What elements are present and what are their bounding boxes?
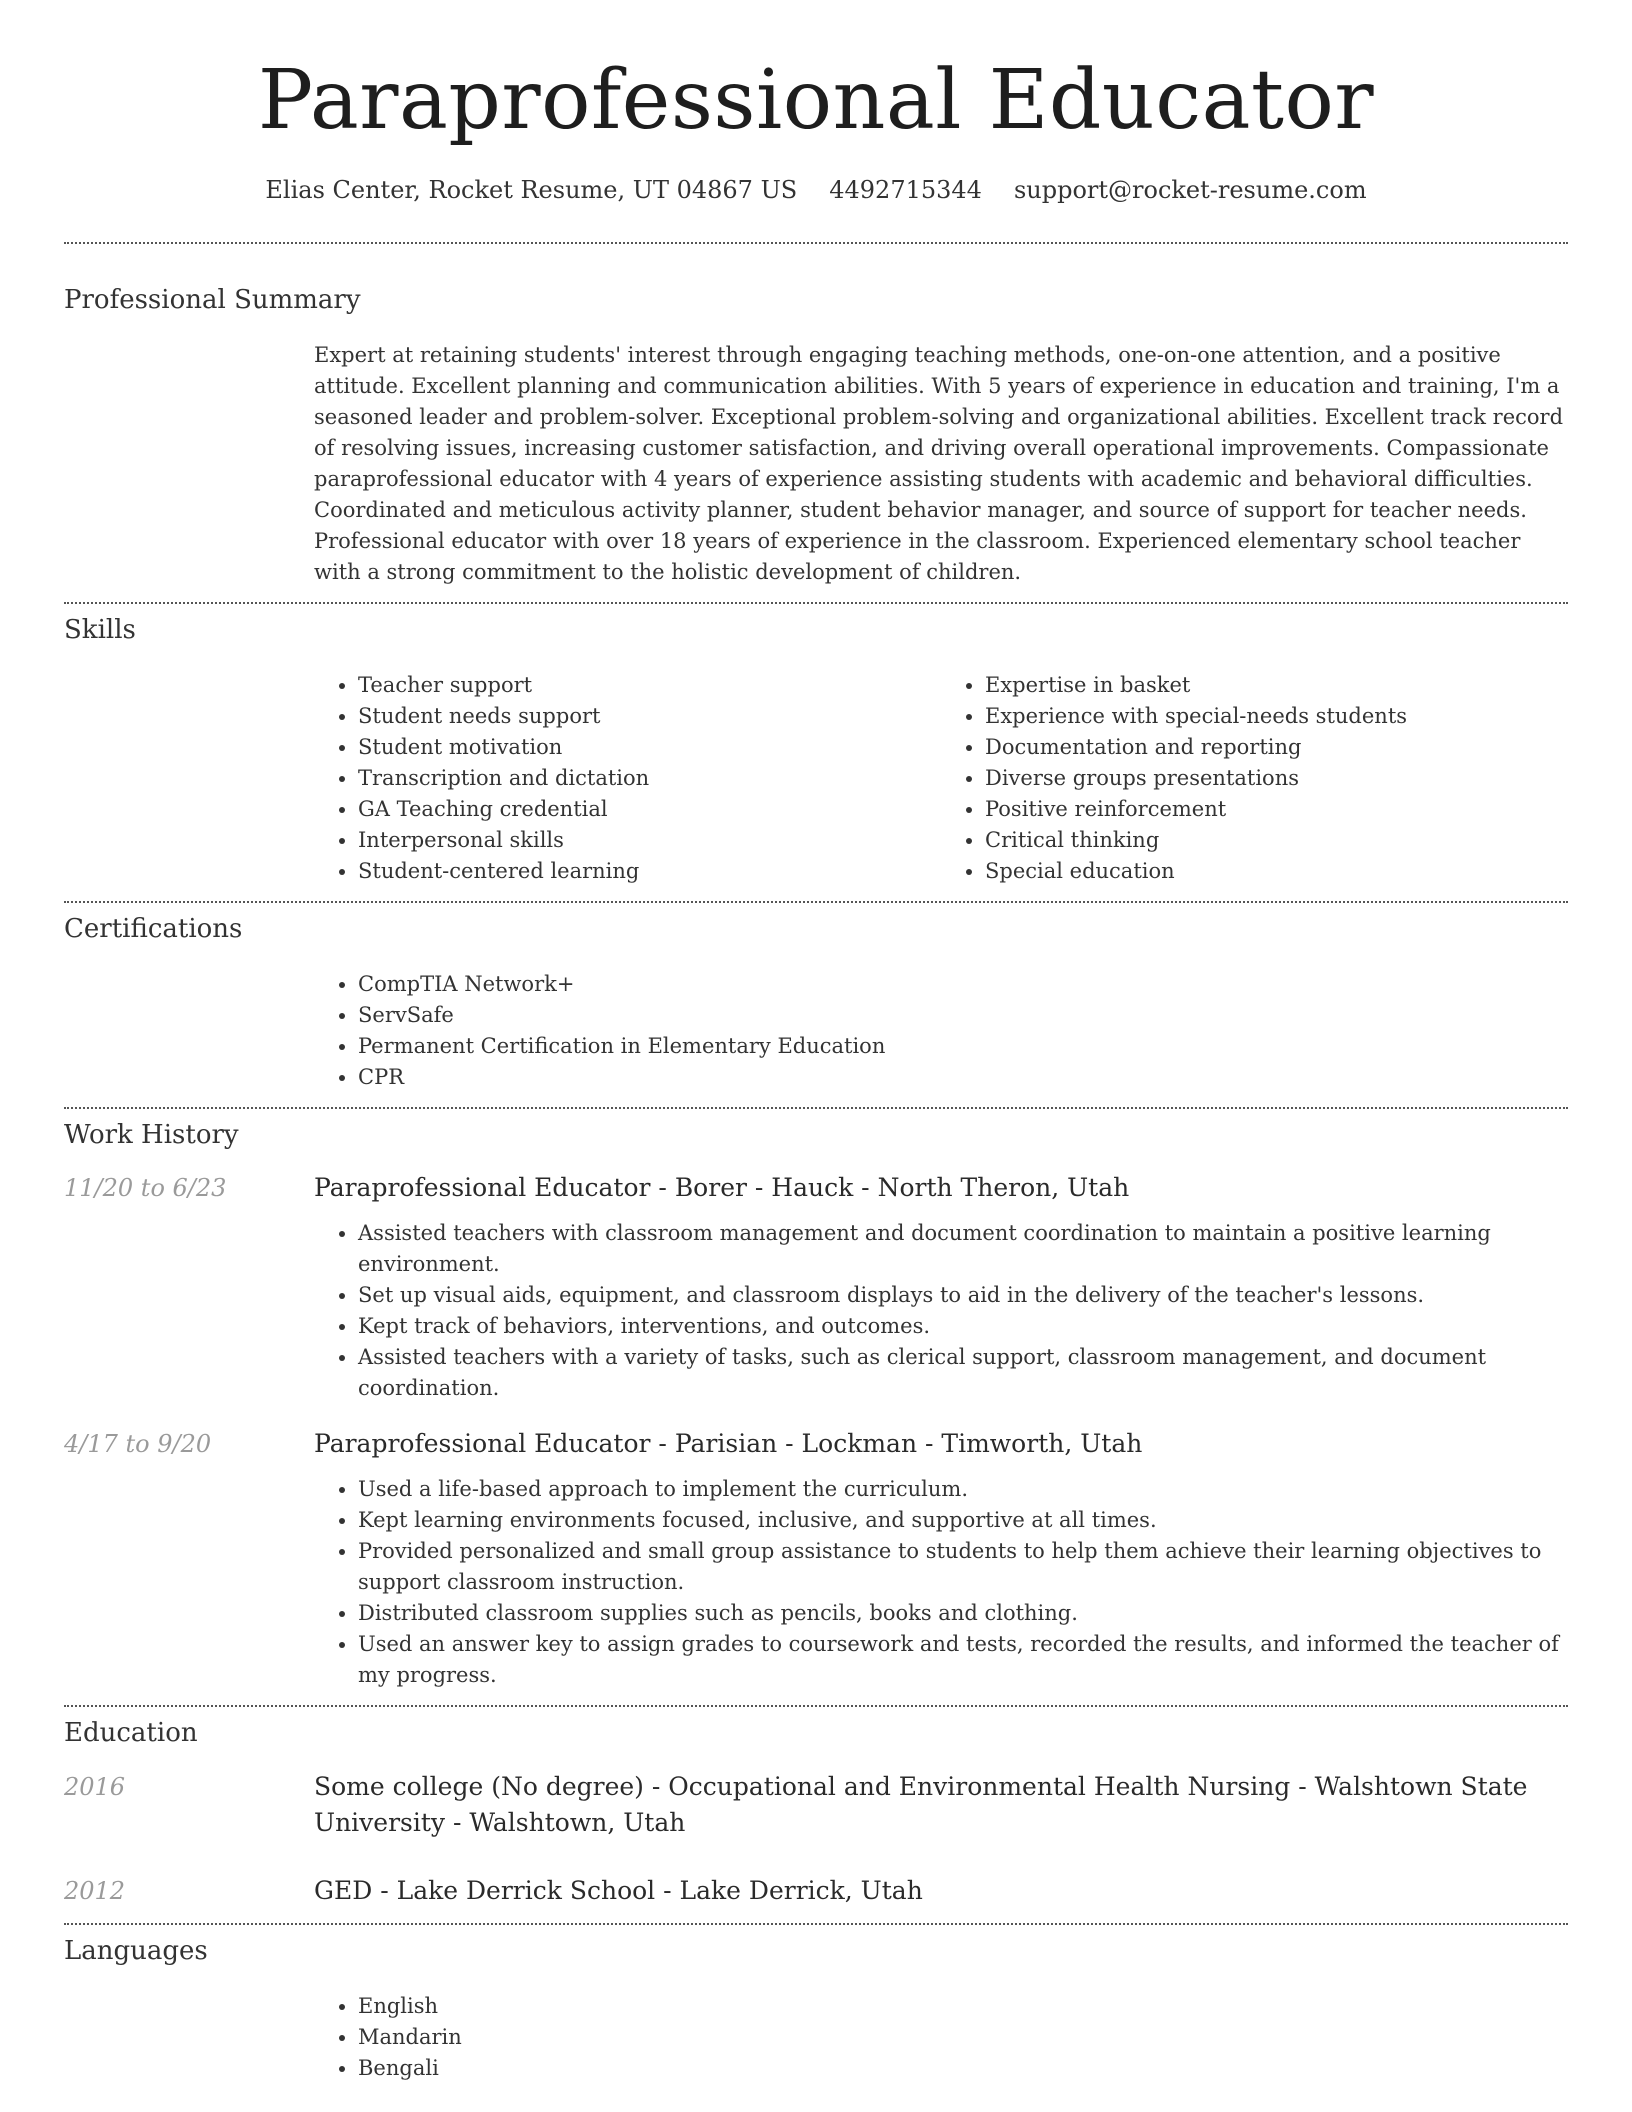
job-bullet: • Used a life-based approach to implement the curriculum. xyxy=(358,1474,1568,1505)
summary-text: Expert at retaining students' interest through engaging teaching methods, one-on-one attention, and a positive attitude. Excellent planning and communication abilities. With 5 years of experience in education and training, I'm a seasoned leader and problem-solver. Exceptional problem-solving and organizational abilities. Excellent track record of resolving issues, increasing customer satisfaction, and driving overall operational improvements. Compassionate paraprofessional educator with 4 years of experience assisting students with academic and behavioral difficulties. Coordinated and meticulous activity planner, student behavior manager, and source of support for teacher needs. Professional educator with over 18 years of experience in the classroom. Experienced elementary school teacher with a strong commitment to the holistic development of children. xyxy=(314,342,1564,584)
certifications-heading: Certifications xyxy=(64,913,243,944)
skill-item: • Student-centered learning xyxy=(358,856,941,887)
summary-heading: Professional Summary xyxy=(64,285,361,316)
skill-item: • Positive reinforcement xyxy=(985,794,1568,825)
job-bullet: • Assisted teachers with classroom management and document coordination to maintain a positive learning environment. xyxy=(358,1218,1568,1280)
contact-phone: 4492715344 xyxy=(829,176,982,205)
section-divider xyxy=(64,901,1568,903)
languages-heading: Languages xyxy=(64,1936,208,1967)
languages-section xyxy=(64,1935,1568,2084)
job-bullet: • Set up visual aids, equipment, and classroom displays to aid in the delivery of the teacher's lessons. xyxy=(358,1280,1568,1311)
contact-line xyxy=(0,176,1632,204)
contact-address: Elias Center, Rocket Resume, UT 04867 US xyxy=(265,176,798,205)
skill-item: • Student needs support xyxy=(358,701,941,732)
languages-body xyxy=(314,1991,1568,2084)
education-entry xyxy=(64,1769,1568,1841)
certification-item: • CPR xyxy=(358,1062,1568,1093)
certifications-body xyxy=(314,969,1568,1093)
resume-header xyxy=(0,0,1632,204)
summary-section xyxy=(64,284,1568,588)
skill-item: • Documentation and reporting xyxy=(985,732,1568,763)
job-entry xyxy=(64,1170,1568,1404)
job-bullet: • Provided personalized and small group assistance to students to help them achieve their learning objectives to support classroom instruction. xyxy=(358,1536,1568,1598)
skills-section xyxy=(64,614,1568,887)
section-divider xyxy=(64,242,1568,244)
certifications-section xyxy=(64,913,1568,1093)
contact-email[interactable]: support@rocket-resume.com xyxy=(1013,176,1367,205)
education-year: 2016 xyxy=(64,1773,126,1802)
job-bullets xyxy=(314,1218,1568,1404)
job-bullet-list xyxy=(314,1218,1568,1404)
section-divider xyxy=(64,1705,1568,1707)
education-text: Some college (No degree) - Occupational and Environmental Health Nursing - Walshtown State University - Walshtown, Utah xyxy=(314,1772,1528,1838)
certification-item: • CompTIA Network+ xyxy=(358,969,1568,1000)
job-dates: 11/20 to 6/23 xyxy=(64,1174,227,1203)
job-bullets xyxy=(314,1474,1568,1691)
skill-item: • Experience with special-needs students xyxy=(985,701,1568,732)
skill-item: • Teacher support xyxy=(358,670,941,701)
skills-heading: Skills xyxy=(64,614,136,645)
language-item: • English xyxy=(358,1991,1568,2022)
job-entry xyxy=(64,1426,1568,1691)
certification-item: • ServSafe xyxy=(358,1000,1568,1031)
certifications-list xyxy=(314,969,1568,1093)
job-header xyxy=(64,1426,1568,1462)
languages-list xyxy=(314,1991,1568,2084)
section-divider xyxy=(64,1107,1568,1109)
candidate-name: Paraprofessional Educator xyxy=(257,53,1375,148)
job-bullet-list xyxy=(314,1474,1568,1691)
skill-item: • Diverse groups presentations xyxy=(985,763,1568,794)
skill-item: • Special education xyxy=(985,856,1568,887)
work-heading: Work History xyxy=(64,1119,239,1150)
language-item: • Mandarin xyxy=(358,2022,1568,2053)
skill-item: • Interpersonal skills xyxy=(358,825,941,856)
language-item: • Bengali xyxy=(358,2053,1568,2084)
job-bullet: • Used an answer key to assign grades to coursework and tests, recorded the results, and informed the teacher of my progress. xyxy=(358,1629,1568,1691)
skill-item: • Student motivation xyxy=(358,732,941,763)
skill-item: • Critical thinking xyxy=(985,825,1568,856)
education-text: GED - Lake Derrick School - Lake Derrick, Utah xyxy=(314,1876,923,1906)
education-entry xyxy=(64,1873,1568,1909)
section-divider xyxy=(64,1923,1568,1925)
job-bullet: • Kept learning environments focused, inclusive, and supportive at all times. xyxy=(358,1505,1568,1536)
education-heading: Education xyxy=(64,1718,198,1749)
job-title: Paraprofessional Educator - Borer - Hauck - North Theron, Utah xyxy=(314,1173,1130,1203)
job-bullet: • Distributed classroom supplies such as pencils, books and clothing. xyxy=(358,1598,1568,1629)
work-section xyxy=(64,1119,1568,1692)
job-bullet: • Kept track of behaviors, interventions, and outcomes. xyxy=(358,1311,1568,1342)
job-dates: 4/17 to 9/20 xyxy=(64,1430,212,1459)
skill-item: • Transcription and dictation xyxy=(358,763,941,794)
job-bullet: • Assisted teachers with a variety of tasks, such as clerical support, classroom management, and document coordination. xyxy=(358,1342,1568,1404)
skill-item: • Expertise in basket xyxy=(985,670,1568,701)
skills-columns xyxy=(314,670,1568,887)
job-title: Paraprofessional Educator - Parisian - Lockman - Timworth, Utah xyxy=(314,1429,1143,1459)
certification-item: • Permanent Certification in Elementary Education xyxy=(358,1031,1568,1062)
skill-item: • GA Teaching credential xyxy=(358,794,941,825)
skills-list-right xyxy=(941,670,1568,887)
education-section xyxy=(64,1717,1568,1909)
section-divider xyxy=(64,602,1568,604)
job-header xyxy=(64,1170,1568,1206)
education-year: 2012 xyxy=(64,1877,126,1906)
skills-list-left xyxy=(314,670,941,887)
